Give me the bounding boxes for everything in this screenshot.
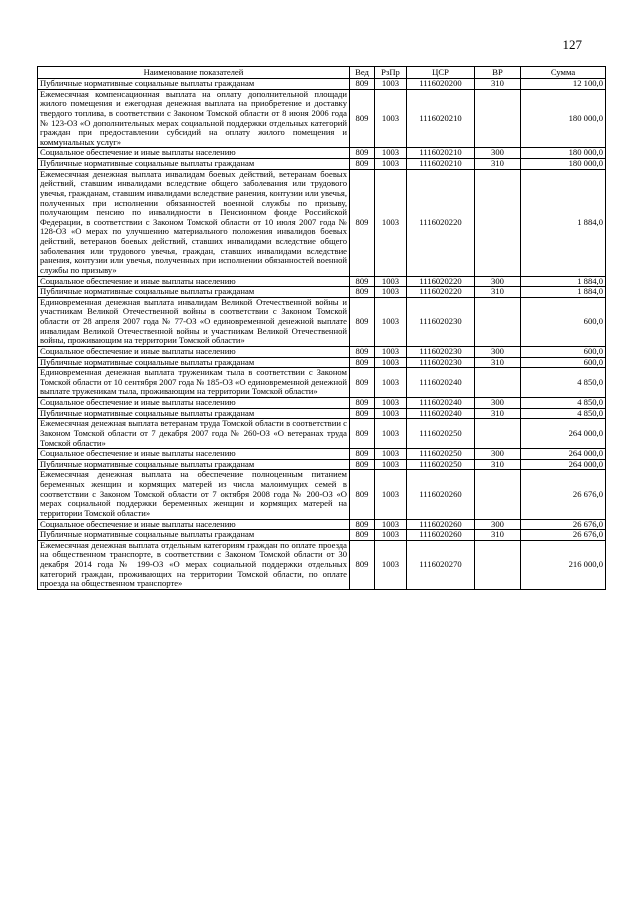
cell-ved: 809 <box>350 79 375 90</box>
table-row <box>38 287 606 298</box>
cell-csr: 1116020220 <box>407 287 475 298</box>
cell-vr: 310 <box>475 79 521 90</box>
cell-ved: 809 <box>350 540 375 589</box>
cell-sum: 600,0 <box>521 357 606 368</box>
cell-sum: 264 000,0 <box>521 449 606 460</box>
cell-rzpr: 1003 <box>375 276 407 287</box>
cell-csr: 1116020220 <box>407 169 475 276</box>
cell-rzpr: 1003 <box>375 148 407 159</box>
cell-rzpr: 1003 <box>375 398 407 409</box>
cell-csr: 1116020240 <box>407 368 475 398</box>
cell-vr: 310 <box>475 287 521 298</box>
cell-sum: 4 850,0 <box>521 408 606 419</box>
table-row <box>38 357 606 368</box>
header-name: Наименование показателей <box>38 67 350 79</box>
table-row <box>38 398 606 409</box>
table-row <box>38 297 606 346</box>
cell-csr: 1116020270 <box>407 540 475 589</box>
table-row <box>38 459 606 470</box>
budget-table <box>37 66 606 590</box>
cell-sum: 26 676,0 <box>521 530 606 541</box>
cell-sum: 1 884,0 <box>521 169 606 276</box>
cell-ved: 809 <box>350 408 375 419</box>
cell-sum: 26 676,0 <box>521 519 606 530</box>
cell-name: Публичные нормативные социальные выплаты гражданам <box>38 459 350 470</box>
cell-ved: 809 <box>350 530 375 541</box>
cell-rzpr: 1003 <box>375 419 407 449</box>
cell-rzpr: 1003 <box>375 449 407 460</box>
cell-ved: 809 <box>350 159 375 170</box>
cell-ved: 809 <box>350 89 375 148</box>
cell-name: Публичные нормативные социальные выплаты гражданам <box>38 408 350 419</box>
cell-csr: 1116020210 <box>407 148 475 159</box>
cell-csr: 1116020260 <box>407 530 475 541</box>
cell-vr: 310 <box>475 159 521 170</box>
cell-csr: 1116020250 <box>407 419 475 449</box>
cell-sum: 180 000,0 <box>521 89 606 148</box>
cell-rzpr: 1003 <box>375 297 407 346</box>
cell-rzpr: 1003 <box>375 357 407 368</box>
table-row <box>38 449 606 460</box>
table-row <box>38 346 606 357</box>
cell-sum: 1 884,0 <box>521 287 606 298</box>
cell-ved: 809 <box>350 398 375 409</box>
table-row <box>38 519 606 530</box>
cell-csr: 1116020250 <box>407 459 475 470</box>
cell-csr: 1116020210 <box>407 89 475 148</box>
cell-sum: 264 000,0 <box>521 419 606 449</box>
cell-csr: 1116020260 <box>407 519 475 530</box>
cell-name: Ежемесячная денежная выплата отдельным категориям граждан по оплате проезда на общественном транспорте, в соответствии с Законом Томской области от 30 декабря 2014 года № 199-ОЗ «О мерах социальной поддержки отдельных категорий граждан, проживающих на территории Томской области, по оплате проезда на общественном транспорте» <box>38 540 350 589</box>
cell-name: Ежемесячная денежная выплата ветеранам труда Томской области в соответствии с Законом Томской области от 7 декабря 2007 года № 260-ОЗ «О ветеранах труда Томской области» <box>38 419 350 449</box>
cell-ved: 809 <box>350 419 375 449</box>
cell-sum: 4 850,0 <box>521 398 606 409</box>
cell-vr <box>475 419 521 449</box>
cell-vr <box>475 368 521 398</box>
cell-vr: 300 <box>475 346 521 357</box>
table-body <box>38 79 606 590</box>
cell-sum: 26 676,0 <box>521 470 606 519</box>
cell-ved: 809 <box>350 276 375 287</box>
table-row <box>38 419 606 449</box>
cell-rzpr: 1003 <box>375 519 407 530</box>
cell-rzpr: 1003 <box>375 287 407 298</box>
cell-ved: 809 <box>350 287 375 298</box>
cell-ved: 809 <box>350 368 375 398</box>
cell-name: Публичные нормативные социальные выплаты гражданам <box>38 530 350 541</box>
table-header-row <box>38 67 606 79</box>
cell-sum: 1 884,0 <box>521 276 606 287</box>
cell-ved: 809 <box>350 519 375 530</box>
table-row <box>38 530 606 541</box>
cell-vr: 300 <box>475 148 521 159</box>
cell-sum: 12 100,0 <box>521 79 606 90</box>
cell-name: Публичные нормативные социальные выплаты гражданам <box>38 357 350 368</box>
cell-rzpr: 1003 <box>375 368 407 398</box>
cell-sum: 180 000,0 <box>521 148 606 159</box>
cell-name: Публичные нормативные социальные выплаты гражданам <box>38 287 350 298</box>
table-row <box>38 368 606 398</box>
cell-name: Публичные нормативные социальные выплаты гражданам <box>38 79 350 90</box>
table-row <box>38 79 606 90</box>
cell-ved: 809 <box>350 169 375 276</box>
cell-vr: 310 <box>475 459 521 470</box>
cell-rzpr: 1003 <box>375 159 407 170</box>
cell-vr: 300 <box>475 398 521 409</box>
cell-ved: 809 <box>350 148 375 159</box>
cell-csr: 1116020240 <box>407 408 475 419</box>
cell-ved: 809 <box>350 297 375 346</box>
cell-csr: 1116020200 <box>407 79 475 90</box>
cell-ved: 809 <box>350 357 375 368</box>
cell-vr: 300 <box>475 449 521 460</box>
cell-vr: 300 <box>475 276 521 287</box>
cell-vr: 310 <box>475 357 521 368</box>
cell-rzpr: 1003 <box>375 408 407 419</box>
cell-name: Ежемесячная денежная выплата на обеспечение полноценным питанием беременных женщин и кормящих матерей из числа малоимущих семей в соответствии с Законом Томской области от 7 октября 2008 года № 200-ОЗ «О мерах социальной поддержки беременных женщин и кормящих матерей на территории Томской области» <box>38 470 350 519</box>
cell-csr: 1116020210 <box>407 159 475 170</box>
header-sum: Сумма <box>521 67 606 79</box>
cell-vr <box>475 470 521 519</box>
cell-vr <box>475 540 521 589</box>
cell-vr <box>475 169 521 276</box>
table-row <box>38 148 606 159</box>
cell-csr: 1116020240 <box>407 398 475 409</box>
cell-rzpr: 1003 <box>375 79 407 90</box>
cell-name: Социальное обеспечение и иные выплаты населению <box>38 346 350 357</box>
header-csr: ЦСР <box>407 67 475 79</box>
cell-csr: 1116020230 <box>407 297 475 346</box>
cell-rzpr: 1003 <box>375 346 407 357</box>
table-row <box>38 408 606 419</box>
cell-rzpr: 1003 <box>375 530 407 541</box>
table-row <box>38 276 606 287</box>
cell-vr: 300 <box>475 519 521 530</box>
cell-vr: 310 <box>475 530 521 541</box>
cell-name: Социальное обеспечение и иные выплаты населению <box>38 276 350 287</box>
cell-name: Социальное обеспечение и иные выплаты населению <box>38 449 350 460</box>
cell-ved: 809 <box>350 346 375 357</box>
cell-csr: 1116020230 <box>407 346 475 357</box>
cell-vr: 310 <box>475 408 521 419</box>
cell-name: Ежемесячная компенсационная выплата на оплату дополнительной площади жилого помещения и ежегодная денежная выплата на приобретение и доставку твердого топлива, в соответствии с Законом Томской области от 8 июня 2006 года № 123-ОЗ «О дополнительных мерах социальной поддержки отдельных категорий граждан при предоставлении субсидий на оплату жилого помещения и коммунальных услуг» <box>38 89 350 148</box>
cell-vr <box>475 297 521 346</box>
cell-name: Социальное обеспечение и иные выплаты населению <box>38 398 350 409</box>
cell-ved: 809 <box>350 470 375 519</box>
cell-rzpr: 1003 <box>375 89 407 148</box>
cell-sum: 4 850,0 <box>521 368 606 398</box>
cell-sum: 264 000,0 <box>521 459 606 470</box>
cell-name: Публичные нормативные социальные выплаты гражданам <box>38 159 350 170</box>
cell-rzpr: 1003 <box>375 470 407 519</box>
cell-name: Социальное обеспечение и иные выплаты населению <box>38 519 350 530</box>
cell-name: Социальное обеспечение и иные выплаты населению <box>38 148 350 159</box>
cell-ved: 809 <box>350 449 375 460</box>
table-row <box>38 540 606 589</box>
cell-rzpr: 1003 <box>375 540 407 589</box>
header-vr: ВР <box>475 67 521 79</box>
cell-csr: 1116020260 <box>407 470 475 519</box>
cell-name: Единовременная денежная выплата труженикам тыла в соответствии с Законом Томской области от 10 сентября 2007 года № 185-ОЗ «О единовременной денежной выплате труженикам тыла, проживающим на территории Томской области» <box>38 368 350 398</box>
cell-name: Ежемесячная денежная выплата инвалидам боевых действий, ветеранам боевых действий, ставшим инвалидами вследствие общего заболевания или трудового увечья, гражданам, ставшим инвалидами вследствие ранения, контузии или увечья, полученных при исполнении обязанностей военной службы по призыву, получающим пенсию по инвалидности в Пенсионном фонде Российской Федерации, в соответствии с Законом Томской области от 10 июля 2007 года № 128-ОЗ «О мерах по улучшению материального положения инвалидов боевых действий, ветеранов боевых действий, ставших инвалидами вследствие общего заболевания или трудового увечья, граждан, ставших инвалидами вследствие ранения, контузии или увечья, полученных при исполнении обязанностей военной службы по призыву» <box>38 169 350 276</box>
cell-name: Единовременная денежная выплата инвалидам Великой Отечественной войны и участникам Великой Отечественной войны в соответствии с Законом Томской области от 28 апреля 2007 года № 77-ОЗ «О единовременной денежной выплате инвалидам Великой Отечественной войны и участникам Великой Отечественной войны, проживающим на территории Томской области» <box>38 297 350 346</box>
page-number: 127 <box>562 37 582 52</box>
cell-sum: 216 000,0 <box>521 540 606 589</box>
cell-vr <box>475 89 521 148</box>
cell-csr: 1116020230 <box>407 357 475 368</box>
cell-csr: 1116020220 <box>407 276 475 287</box>
header-ved: Вед <box>350 67 375 79</box>
cell-ved: 809 <box>350 459 375 470</box>
table-row <box>38 89 606 148</box>
table-row <box>38 470 606 519</box>
table-row <box>38 159 606 170</box>
cell-rzpr: 1003 <box>375 459 407 470</box>
cell-rzpr: 1003 <box>375 169 407 276</box>
cell-csr: 1116020250 <box>407 449 475 460</box>
header-rzpr: РзПр <box>375 67 407 79</box>
cell-sum: 180 000,0 <box>521 159 606 170</box>
cell-sum: 600,0 <box>521 346 606 357</box>
table-row <box>38 169 606 276</box>
cell-sum: 600,0 <box>521 297 606 346</box>
